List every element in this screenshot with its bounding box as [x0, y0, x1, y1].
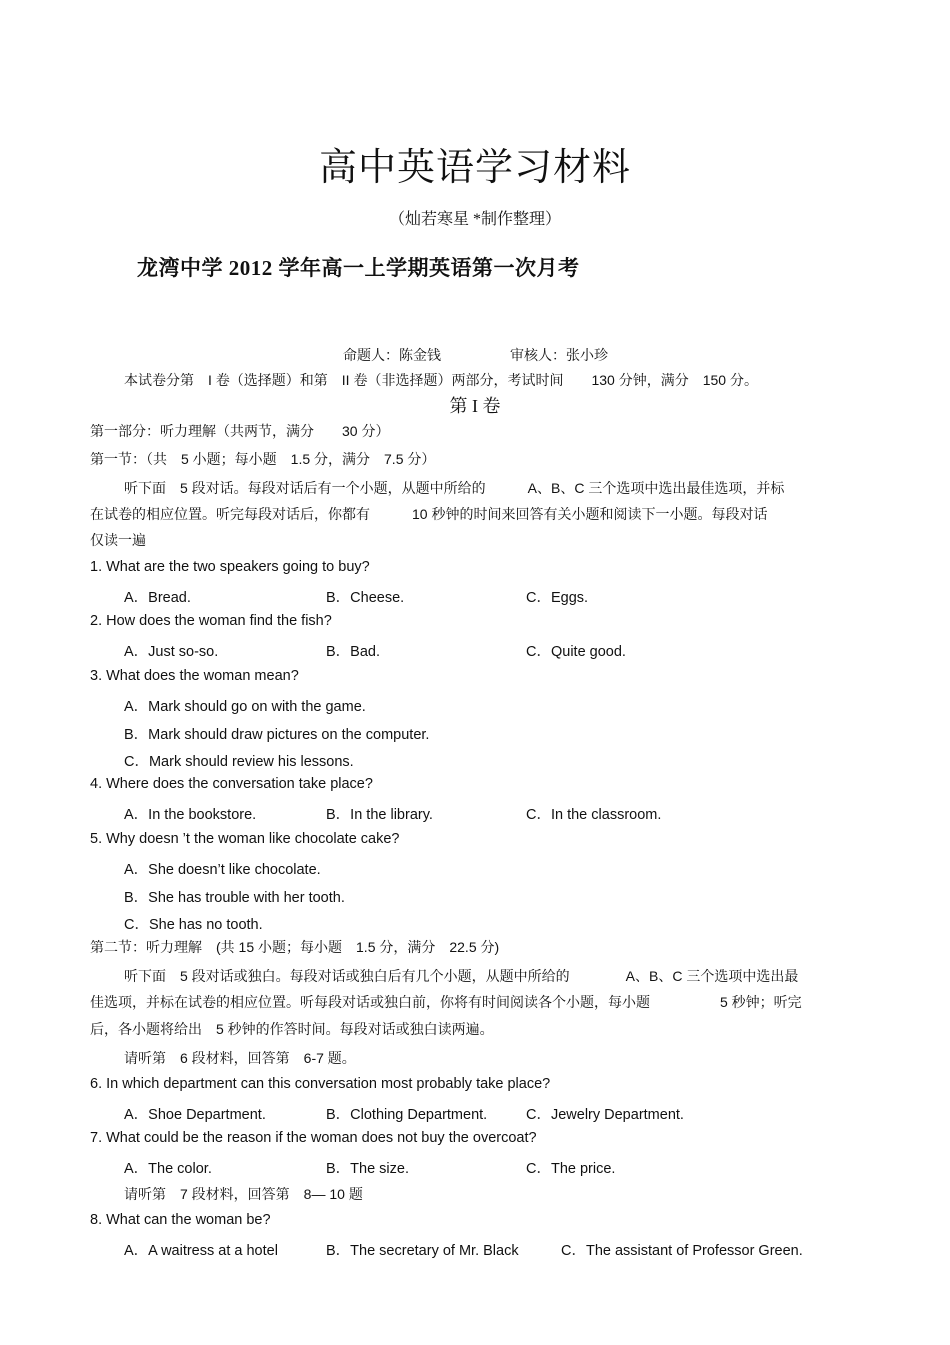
question-8-option-a: A．A waitress at a hotel	[124, 1243, 278, 1259]
question-8: 8. What can the woman be?	[90, 1212, 271, 1228]
question-1-option-b: B．Cheese.	[326, 590, 405, 606]
question-2: 2. How does the woman find the fish?	[90, 613, 332, 629]
question-2-option-a: A．Just so-so.	[124, 644, 219, 660]
section1-instruction-line2: 在试卷的相应位置。听完每段对话后，你都有 10 秒钟的时间来回答有关小题和阅读下一小题。每段对话	[90, 506, 768, 522]
question-5-option-b: B．She has trouble with her tooth.	[124, 890, 345, 906]
question-5: 5. Why doesn ’t the woman like chocolate cake?	[90, 831, 400, 847]
page-subtitle: （灿若寒星 *制作整理）	[388, 211, 561, 228]
question-1-option-a: A．Bread.	[124, 590, 191, 606]
question-8-option-c: C．The assistant of Professor Green.	[561, 1243, 803, 1259]
question-2-option-c: C．Quite good.	[526, 644, 626, 660]
section1-heading: 第一节：（共 5 小题；每小题 1.5 分，满分 7.5 分）	[90, 451, 436, 467]
setter-label: 命题人：陈金钱	[343, 347, 441, 363]
section2-heading: 第二节：听力理解 (共 15 小题；每小题 1.5 分，满分 22.5 分)	[90, 939, 500, 955]
question-5-option-c: C．She has no tooth.	[124, 917, 263, 933]
exam-title: 龙湾中学 2012 学年高一上学期英语第一次月考	[137, 256, 580, 280]
page-title: 高中英语学习材料	[318, 147, 631, 189]
question-3-option-c: C．Mark should review his lessons.	[124, 754, 354, 770]
section1-instruction-line3: 仅读一遍	[90, 532, 146, 548]
question-3-option-a: A．Mark should go on with the game.	[124, 699, 366, 715]
question-4-option-b: B．In the library.	[326, 807, 433, 823]
question-8-option-b: B．The secretary of Mr. Black	[326, 1243, 519, 1259]
section2-instruction-line2: 佳选项，并标在试卷的相应位置。听每段对话或独白前，你将有时间阅读各个小题，每小题 5 秒钟；听完	[90, 994, 802, 1010]
question-2-option-b: B．Bad.	[326, 644, 380, 660]
question-4-option-c: C．In the classroom.	[526, 807, 662, 823]
question-7-option-c: C．The price.	[526, 1161, 616, 1177]
question-1: 1. What are the two speakers going to buy?	[90, 559, 370, 575]
section2-instruction-line1: 听下面 5 段对话或独白。每段对话或独白后有几个小题，从题中所给的 A、B、C 三个选项中选出最	[124, 968, 799, 984]
prompt-questions-8-10: 请听第 7 段材料，回答第 8— 10 题	[124, 1186, 363, 1202]
volume-title: 第 I 卷	[449, 396, 501, 416]
section1-instruction-line1: 听下面 5 段对话。每段对话后有一个小题，从题中所给的 A、B、C 三个选项中选出最佳选项，并标	[124, 480, 785, 496]
question-3-option-b: B．Mark should draw pictures on the computer.	[124, 727, 430, 743]
section2-instruction-line3: 后，各小题将给出 5 秒钟的作答时间。每段对话或独白读两遍。	[90, 1021, 494, 1037]
exam-structure-note: 本试卷分第 I 卷（选择题）和第 II 卷（非选择题）两部分，考试时间 130 分钟，满分 150 分。	[124, 372, 758, 388]
question-7: 7. What could be the reason if the woman does not buy the overcoat?	[90, 1130, 537, 1146]
question-6-option-a: A．Shoe Department.	[124, 1107, 266, 1123]
question-4: 4. Where does the conversation take place?	[90, 776, 373, 792]
question-6-option-b: B．Clothing Department.	[326, 1107, 488, 1123]
question-6-option-c: C．Jewelry Department.	[526, 1107, 684, 1123]
question-7-option-a: A．The color.	[124, 1161, 212, 1177]
part1-heading: 第一部分：听力理解（共两节，满分 30 分）	[90, 423, 390, 439]
question-3: 3. What does the woman mean?	[90, 668, 299, 684]
question-7-option-b: B．The size.	[326, 1161, 409, 1177]
question-6: 6. In which department can this conversation most probably take place?	[90, 1076, 551, 1092]
prompt-questions-6-7: 请听第 6 段材料，回答第 6-7 题。	[124, 1050, 356, 1066]
reviewer-label: 审核人：张小珍	[510, 347, 608, 363]
question-5-option-a: A．She doesn’t like chocolate.	[124, 862, 321, 878]
question-1-option-c: C．Eggs.	[526, 590, 589, 606]
question-4-option-a: A．In the bookstore.	[124, 807, 257, 823]
